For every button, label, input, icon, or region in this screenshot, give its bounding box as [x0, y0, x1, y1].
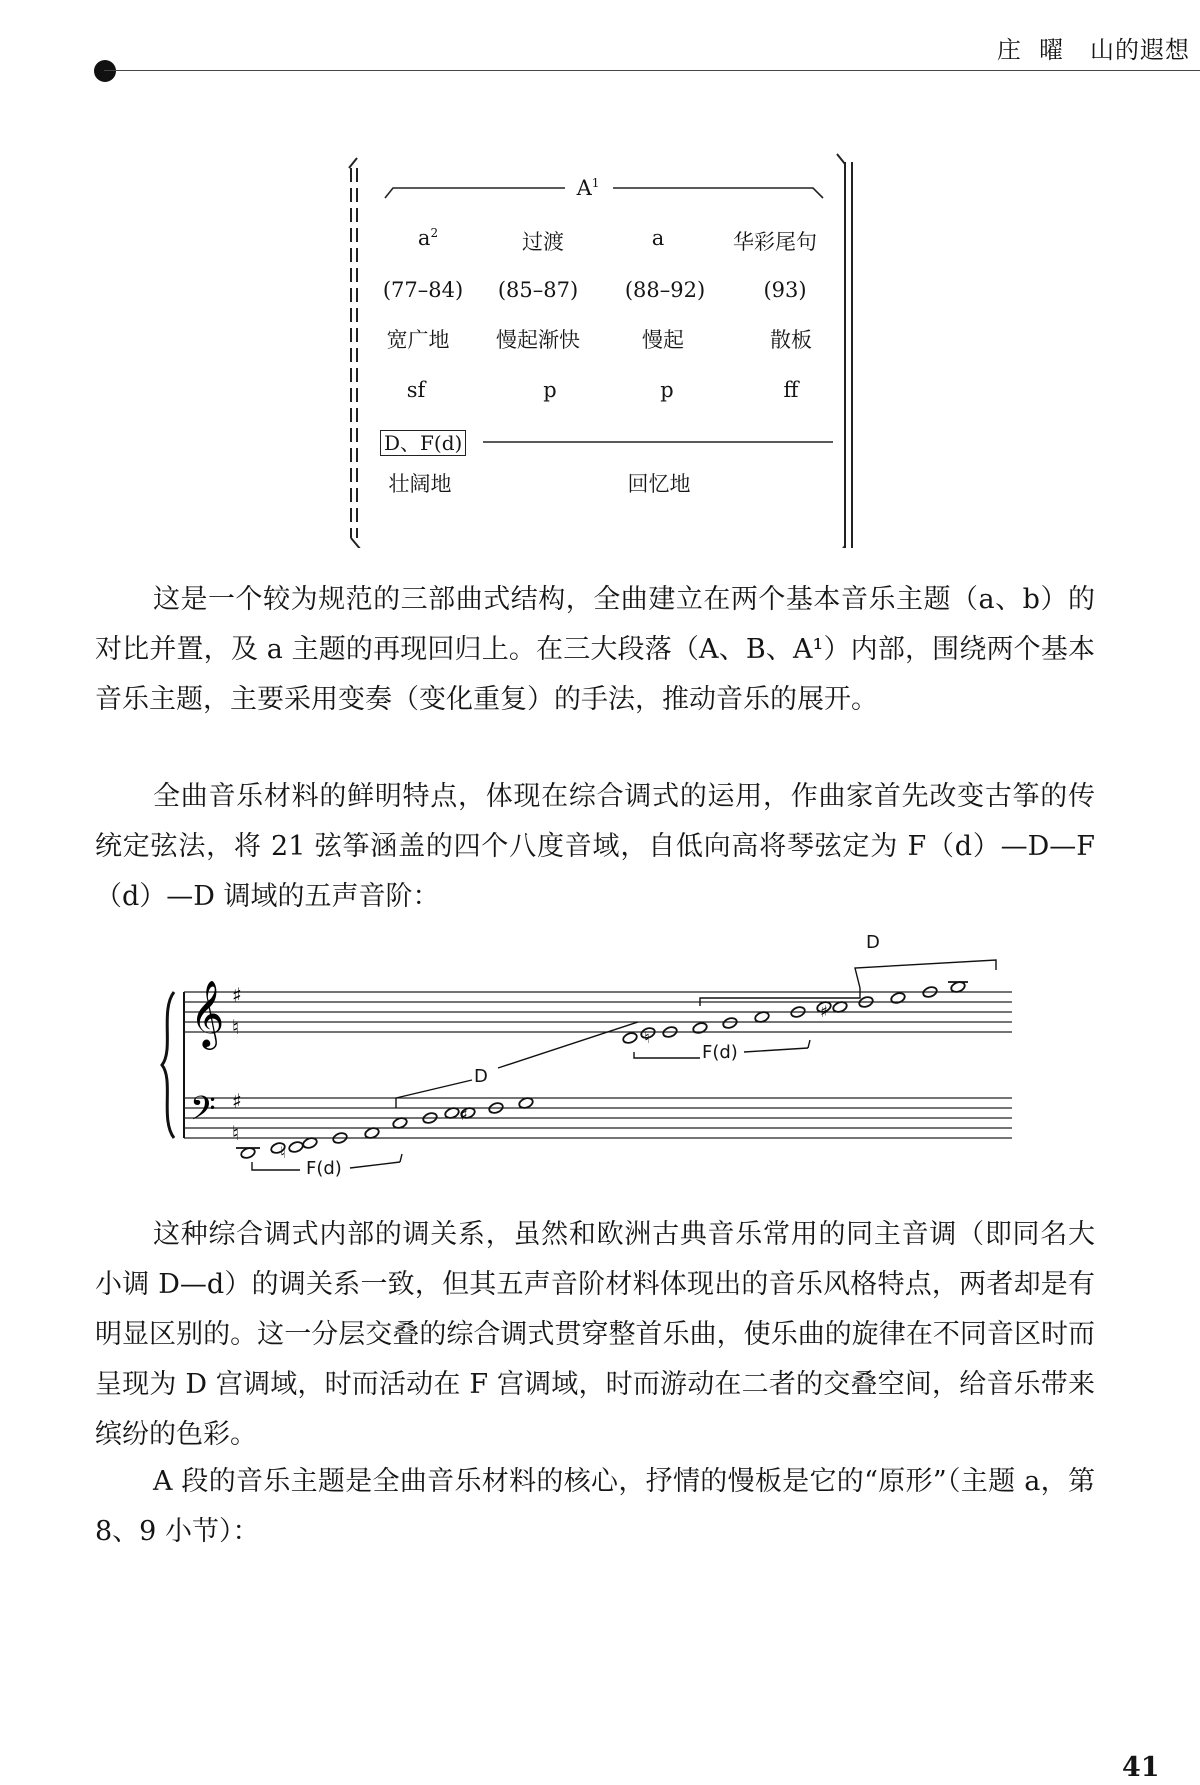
header-rule: [104, 70, 1200, 71]
page-number: 41: [1122, 1752, 1160, 1783]
dynamic-2: p: [543, 378, 557, 402]
label-fd-upper: F(d): [702, 1042, 738, 1063]
svg-text:♯: ♯: [820, 1002, 828, 1021]
phrase-cadenza: 华彩尾句: [733, 230, 817, 254]
measures-1: (77–84): [382, 278, 464, 302]
paragraph-3: 这种综合调式内部的调关系，虽然和欧洲古典音乐常用的同主音调（即同名大小调 D—d）的调关系一致，但其五声音阶材料体现出的音乐风格特点，两者却是有明显区别的。这一分层交叠的综合调式贯穿整首乐曲，使乐曲的旋律在不同音区时而呈现为 D 宫调域，时而活动在 F 宫调域，时而游动在二者的交叠空间，给音乐带来缤纷的色彩。: [95, 1219, 1095, 1450]
svg-text:𝄢: 𝄢: [190, 1090, 216, 1136]
measures-2: (85–87): [497, 278, 579, 302]
label-fd-lower: F(d): [306, 1158, 342, 1179]
dynamic-1: sf: [406, 378, 426, 402]
paragraph-2: 全曲音乐材料的鲜明特点，体现在综合调式的运用，作曲家首先改变古筝的传统定弦法，将 21 弦筝涵盖的四个八度音域，自低向高将琴弦定为 F（d）—D—F（d）—D 调域的五声音阶：: [95, 781, 1095, 912]
grand-staff: [160, 940, 1020, 1190]
measures-4: (93): [763, 278, 807, 302]
phrase-a2: $a^2$: [417, 226, 439, 250]
dynamic-3: p: [660, 378, 674, 402]
header-bullet-icon: [94, 60, 116, 82]
tempo-4: 散板: [770, 328, 812, 352]
tempo-1: 宽广地: [386, 328, 450, 352]
svg-text:♯: ♯: [232, 1089, 242, 1113]
svg-text:♮: ♮: [280, 1143, 286, 1162]
paragraph-4: A 段的音乐主题是全曲音乐材料的核心，抒情的慢板是它的“原形”（主题 a，第 8、9 小节）：: [95, 1466, 1095, 1547]
svg-text:♯: ♯: [460, 1105, 468, 1124]
tempo-3: 慢起: [642, 328, 684, 352]
key-box: D、F(d): [380, 430, 466, 456]
svg-text:𝄞: 𝄞: [190, 979, 225, 1047]
mood-1: 壮阔地: [388, 472, 452, 496]
svg-text:♮: ♮: [644, 1028, 650, 1047]
form-structure-table: [345, 148, 865, 548]
svg-text:♯: ♯: [232, 983, 242, 1007]
phrase-a: a: [651, 226, 665, 250]
svg-text:♮: ♮: [232, 1121, 240, 1145]
label-d-lower: D: [474, 1066, 488, 1087]
tempo-2: 慢起渐快: [496, 328, 580, 352]
running-title: 庄 曜 山的遐想: [996, 36, 1190, 64]
label-d-upper: D: [866, 932, 880, 953]
scale-example: [160, 932, 1020, 1190]
phrase-transition: 过渡: [522, 230, 564, 254]
svg-text:♮: ♮: [232, 1015, 240, 1039]
section-label: $A^1$: [576, 176, 600, 200]
measures-3: (88–92): [624, 278, 706, 302]
mood-2: 回忆地: [627, 472, 691, 496]
paragraph-1: 这是一个较为规范的三部曲式结构，全曲建立在两个基本音乐主题（a、b）的对比并置，及 a 主题的再现回归上。在三大段落（A、B、A¹）内部，围绕两个基本音乐主题，主要采用变奏（变化重复）的手法，推动音乐的展开。: [95, 584, 1095, 715]
dynamic-4: ff: [783, 378, 799, 402]
